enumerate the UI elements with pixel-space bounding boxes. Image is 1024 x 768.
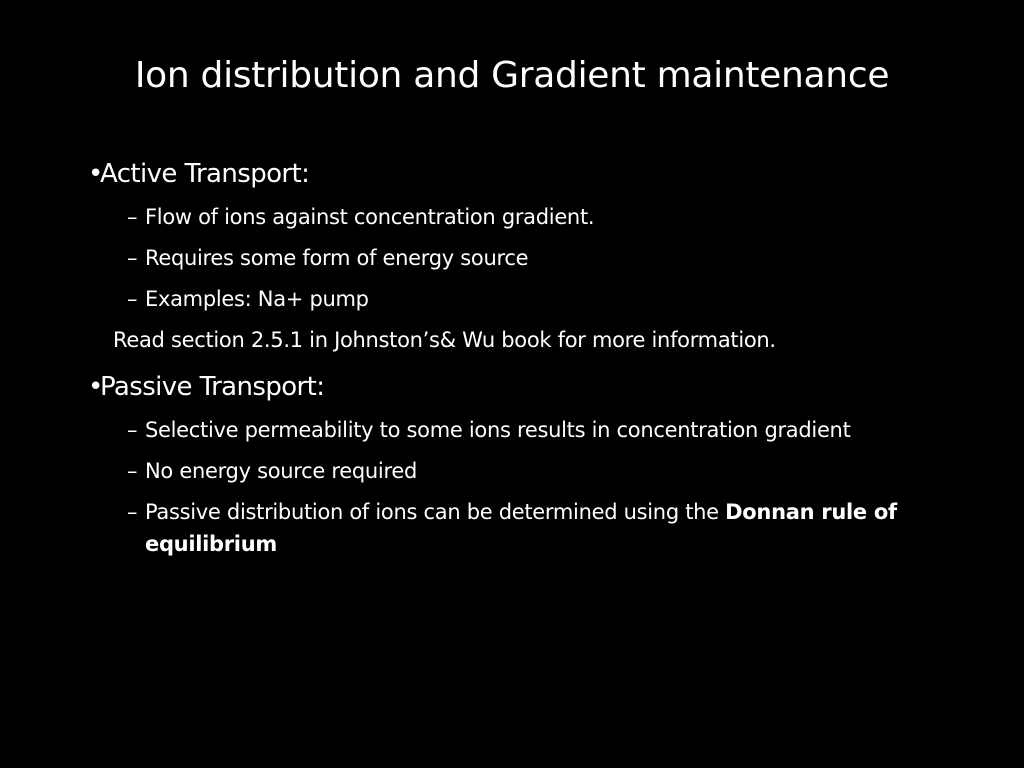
reading-note: Read section 2.5.1 in Johnston’s& Wu book for more information. [113,328,776,352]
dash-icon: – [127,418,138,442]
dash-icon: – [127,459,138,483]
sub-bullet-text [145,496,925,560]
sub-bullet-text: Flow of ions against concentration gradient. [145,205,595,229]
dash-icon: – [127,246,138,270]
donnan-rule-term: Donnan rule of equilibrium [145,500,897,556]
bullet-dot-icon: • [88,372,103,402]
passive-transport-heading: Passive Transport: [100,372,325,402]
dash-icon: – [127,205,138,229]
sub-bullet-text: Requires some form of energy source [145,246,529,270]
sub-bullet-text: Selective permeability to some ions results in concentration gradient [145,418,851,442]
dash-icon: – [127,500,138,524]
sub-bullet-text: Examples: Na+ pump [145,287,369,311]
active-transport-heading: Active Transport: [100,159,310,189]
sub-bullet-text: No energy source required [145,459,417,483]
slide-title: Ion distribution and Gradient maintenance [134,55,890,96]
passive-distribution-text: Passive distribution of ions can be determined using the [145,500,726,524]
dash-icon: – [127,287,138,311]
bullet-dot-icon: • [88,159,103,189]
